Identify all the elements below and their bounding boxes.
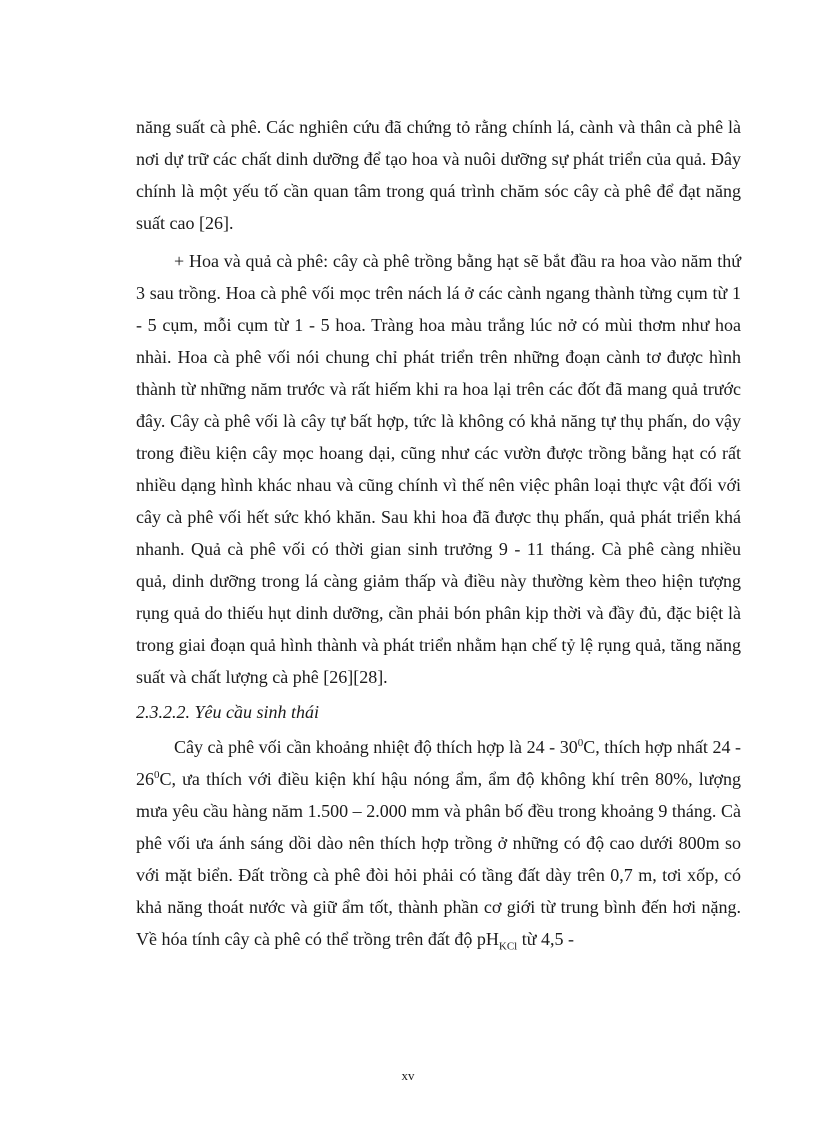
text-run: C, thích hợp nhất 24 - 26 [136,737,742,789]
text-run: từ 4,5 - [517,929,574,949]
text-run: Cây cà phê vối cần khoảng nhiệt độ thích hợp là 24 - 30 [174,737,578,757]
body-text [136,111,741,955]
section-heading-ecological-requirements: 2.3.2.2. Yêu cầu sinh thái [136,702,319,722]
paragraph-flowers-and-fruit: + Hoa và quả cà phê: cây cà phê trồng bằng hạt sẽ bắt đầu ra hoa vào năm thứ 3 sau trồng. Hoa cà phê vối mọc trên nách lá ở các cành ngang thành từng cụm từ 1 - 5 cụm, mỗi cụm từ 1 - 5 hoa. Tràng hoa màu trắng lúc nở có mùi thơm như hoa nhài. Hoa cà phê vối nói chung chỉ phát triển trên những đoạn cành tơ được hình thành từ những năm trước và rất hiếm khi ra hoa lại trên các đốt đã mang quả trước đây. Cây cà phê vối là cây tự bất hợp, tức là không có khả năng tự thụ phấn, do vậy trong điều kiện cây mọc hoang dại, cũng như các vườn được trồng bằng hạt có rất nhiều dạng hình khác nhau và cũng chính vì thế nên việc phân loại thực vật đối với cây cà phê vối hết sức khó khăn. Sau khi hoa đã được thụ phấn, quả phát triển khá nhanh. Quả cà phê vối có thời gian sinh trưởng 9 - 11 tháng. Cà phê càng nhiều quả, dinh dưỡng trong lá càng giảm thấp và điều này thường kèm theo hiện tượng rụng quả do thiếu hụt dinh dưỡng, cần phải bón phân kịp thời và đầy đủ, đặc biệt là trong giai đoạn quả hình thành và phát triển nhằm hạn chế tỷ lệ rụng quả, tăng năng suất và chất lượng cà phê [26][28]. [136,251,741,687]
kcl-subscript: KCl [498,940,518,953]
degree-superscript: 0 [577,737,584,749]
page-number: xv [401,1068,415,1083]
paragraph-ecological-requirements [136,731,741,955]
text-run: C, ưa thích với điều kiện khí hậu nóng ẩm, ẩm độ không khí trên 80%, lượng mưa yêu cầu hàng năm 1.500 – 2.000 mm và phân bố đều trong khoảng 9 tháng. Cà phê vối ưa ánh sáng dồi dào nên thích hợp trồng ở những có độ cao dưới 800m so với mặt biển. Đất trồng cà phê đòi hỏi phải có tầng đất dày trên 0,7 m, tơi xốp, có khả năng thoát nước và giữ ẩm tốt, thành phần cơ giới từ trung bình đến hơi nặng. Về hóa tính cây cà phê có thể trồng trên đất độ pH [136,769,741,949]
paragraph-coffee-yield: năng suất cà phê. Các nghiên cứu đã chứng tỏ rằng chính lá, cành và thân cà phê là nơi dự trữ các chất dinh dưỡng để tạo hoa và nuôi dưỡng sự phát triển của quả. Đây chính là một yếu tố cần quan tâm trong quá trình chăm sóc cây cà phê để đạt năng suất cao [26]. [136,117,741,233]
degree-superscript: 0 [154,769,160,781]
